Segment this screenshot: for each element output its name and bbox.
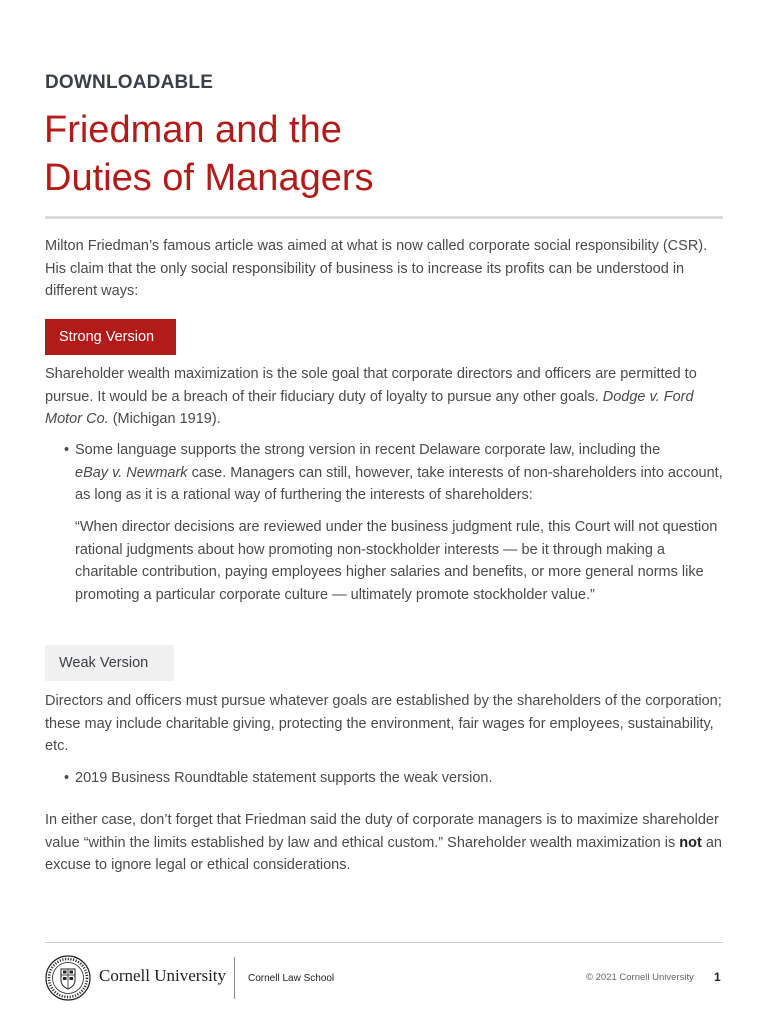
cornell-university-wordmark: Cornell University	[99, 966, 227, 985]
page-number: 1	[714, 970, 721, 984]
bullet-text-rest: case. Managers can still, however, take interests of non-shareholders into account, as long as it is a rational way of furthering the interests of shareholders:	[75, 464, 723, 503]
cornell-seal-logo	[45, 955, 91, 1001]
case-name-dodge: Dodge v. Ford Motor Co.	[45, 388, 694, 427]
eyebrow-label: DOWNLOADABLE	[45, 72, 214, 93]
footer-divider-line	[45, 942, 723, 943]
bullet-text-line1: Some language supports the strong version in recent Delaware corporate law, including the	[75, 442, 661, 458]
closing-text: In either case, don’t forget that Friedman said the duty of corporate managers is to maximize shareholder value “within the limits established by law and ethical custom.” Shareholder wealth maximization is	[45, 812, 719, 851]
case-name-ebay: eBay v. Newmark	[75, 464, 188, 481]
closing-paragraph	[45, 809, 725, 877]
weak-version-tag: Weak Version	[45, 645, 174, 681]
emphasis-not: not	[679, 834, 702, 851]
bullet-text-continued	[64, 462, 724, 507]
footer-vertical-divider	[234, 957, 235, 999]
strong-desc-tail: (Michigan 1919).	[108, 411, 221, 427]
strong-version-description	[45, 363, 725, 431]
title-divider	[45, 216, 723, 219]
bullet-text: 2019 Business Roundtable statement supports the weak version.	[75, 770, 493, 786]
title-line-2: Duties of Managers	[44, 157, 374, 199]
title-line-1: Friedman and the	[44, 109, 342, 151]
strong-version-tag: Strong Version	[45, 319, 176, 355]
intro-paragraph: Milton Friedman’s famous article was aimed at what is now called corporate social responsibility (CSR). His claim that the only social responsibility of business is to increase its profits can be understood in different ways:	[45, 238, 708, 299]
bullet-marker: •	[64, 442, 70, 458]
law-school-label: Cornell Law School	[248, 973, 335, 984]
closing-text-end: an excuse to ignore legal or ethical considerations.	[45, 834, 722, 873]
strong-desc-text: Shareholder wealth maximization is the sole goal that corporate directors and officers are permitted to pursue. It would be a breach of their fiduciary duty of loyalty to pursue any other goals.	[45, 366, 697, 405]
court-quote: “When director decisions are reviewed under the business judgment rule, this Court will not question rational judgments about how promoting non-stockholder interests — be it through making a charitable contribution, paying employees higher salaries and benefits, or more general norms like promoting a particular corporate culture — ultimately promote stockholder value.”	[75, 519, 718, 603]
bullet-marker: •	[64, 770, 70, 786]
copyright-notice: © 2021 Cornell University	[586, 972, 694, 983]
list-item	[64, 767, 724, 790]
list-item	[64, 439, 724, 507]
weak-version-description: Directors and officers must pursue whatever goals are established by the shareholders of the corporation; these may include charitable giving, protecting the environment, fair wages for employees, sustainability, etc.	[45, 693, 722, 754]
page-title	[44, 106, 724, 202]
